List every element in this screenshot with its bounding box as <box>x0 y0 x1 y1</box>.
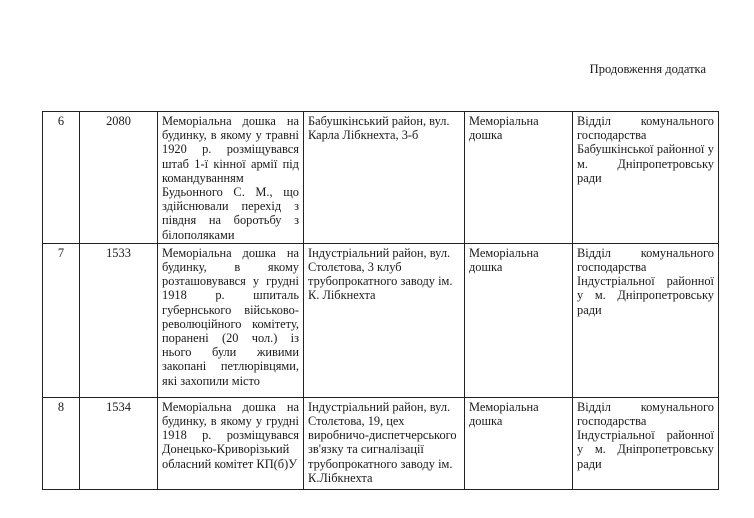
object-type: Меморіальна дошка <box>465 397 573 489</box>
table-row <box>43 243 719 397</box>
registry-code: 2080 <box>80 112 158 244</box>
object-name: Меморіальна дошка на будинку, в якому у грудні 1918 р. розміщувався Донецько-Криворізький обласний комітет КП(б)У <box>158 397 304 489</box>
table-row <box>43 112 719 244</box>
object-address: Бабушкінський район, вул. Карла Лібкнехта, 3-б <box>304 112 465 244</box>
registry-code: 1534 <box>80 397 158 489</box>
responsible-organization: Відділ комунального господарства Індустріальної районної у м. Дніпропетровську ради <box>573 243 719 397</box>
object-address: Індустріальний район, вул. Столєтова, 3 клуб трубопрокатного заводу ім. К. Лібкнехта <box>304 243 465 397</box>
responsible-organization: Відділ комунального господарства Індустріальної районної у м. Дніпропетровську ради <box>573 397 719 489</box>
object-type: Меморіальна дошка <box>465 243 573 397</box>
monuments-table <box>42 111 719 490</box>
object-address: Індустріальний район, вул. Столєтова, 19, цех виробничо-диспетчерського зв'язку та сигналізації трубопрокатного заводу ім. К.Лібкнехта <box>304 397 465 489</box>
object-type: Меморіальна дошка <box>465 112 573 244</box>
row-number: 7 <box>43 243 80 397</box>
object-name: Меморіальна дошка на будинку, в якому у травні 1920 р. розміщувався штаб 1-ї кінної армії під командуванням Будьонного С. М., що здійснювали перехід з півдня на боротьбу з білополяками <box>158 112 304 244</box>
table-row <box>43 397 719 489</box>
object-name: Меморіальна дошка на будинку, в якому розташовувався у грудні 1918 р. шпиталь губернського військово-революційного комітету, поранені (20 чол.) із нього були живими закопані петлюрівцями, які захопили місто <box>158 243 304 397</box>
responsible-organization: Відділ комунального господарства Бабушкінської районної у м. Дніпропетровську ради <box>573 112 719 244</box>
registry-code: 1533 <box>80 243 158 397</box>
row-number: 8 <box>43 397 80 489</box>
page-header-continuation: Продовження додатка <box>589 62 706 76</box>
row-number: 6 <box>43 112 80 244</box>
